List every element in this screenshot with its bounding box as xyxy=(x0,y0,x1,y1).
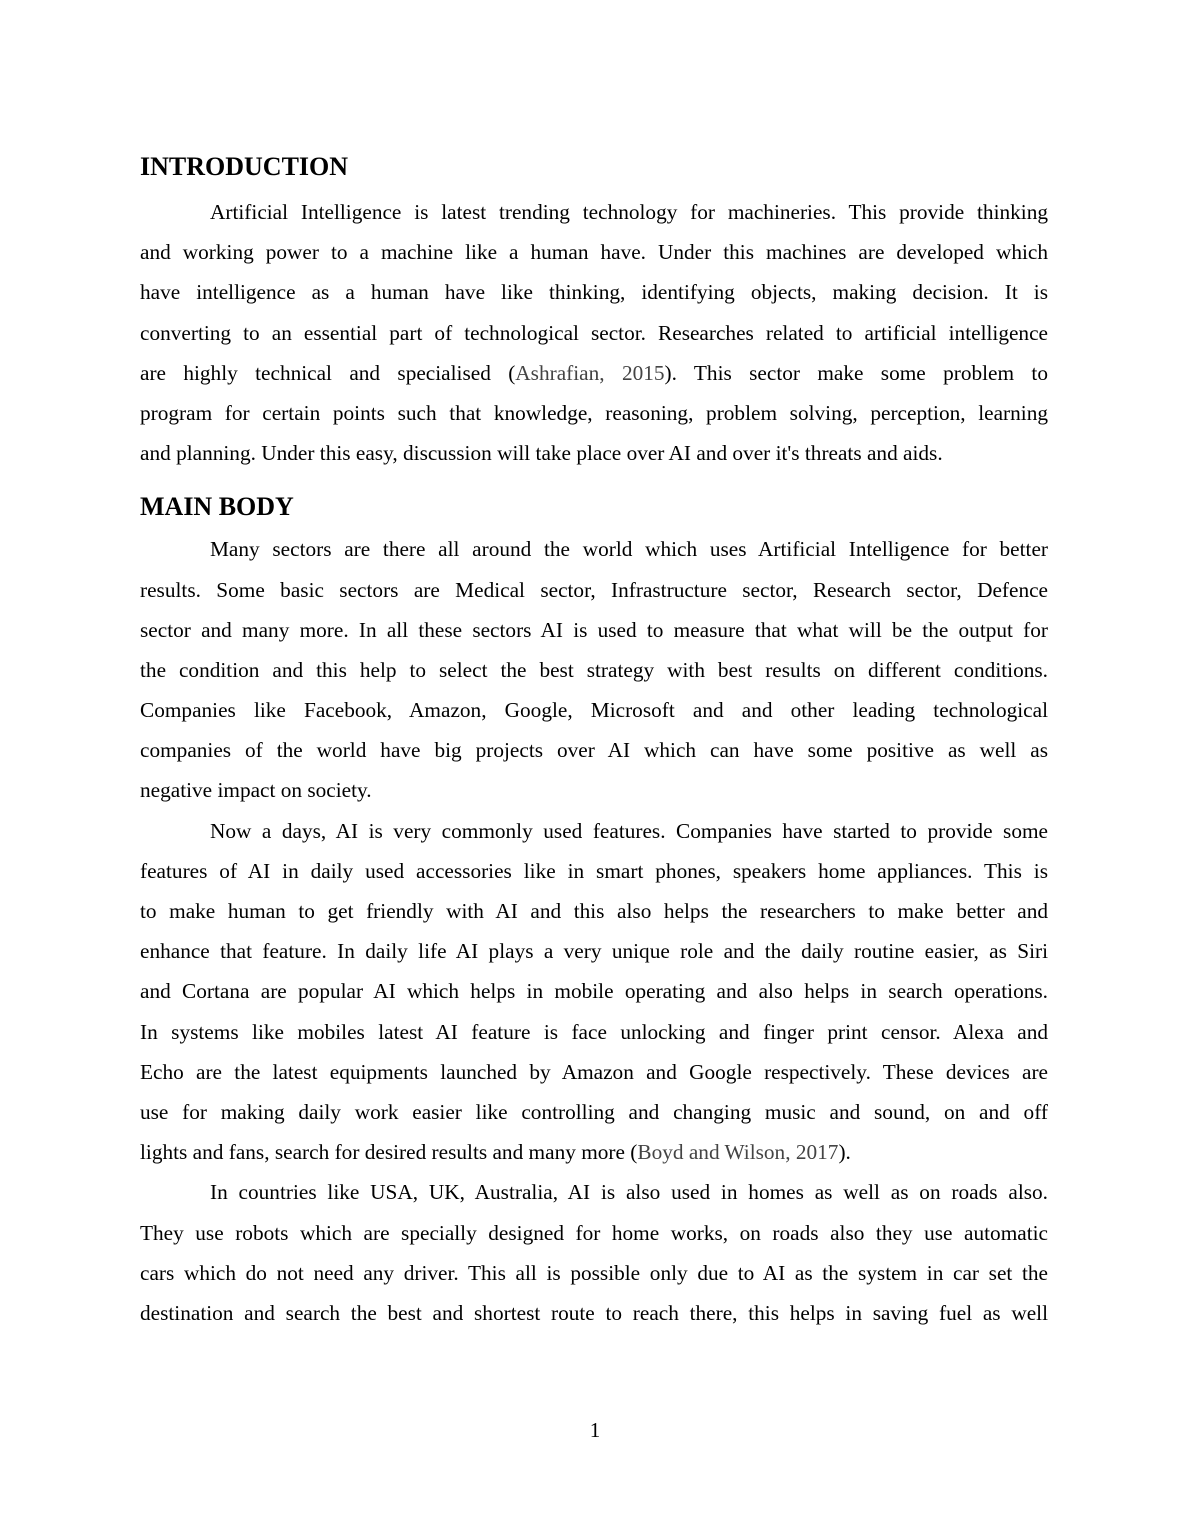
text-line: use for making daily work easier like controlling and changing music and sound, on and off xyxy=(140,1099,1048,1124)
text-line: features of AI in daily used accessories like in smart phones, speakers home appliances. This is xyxy=(140,858,1048,883)
text-line: program for certain points such that knowledge, reasoning, problem solving, perception, learning xyxy=(140,400,1048,425)
text-line: sector and many more. In all these sectors AI is used to measure that what will be the output for xyxy=(140,617,1048,642)
text-line: In countries like USA, UK, Australia, AI is also used in homes as well as on roads also. xyxy=(210,1180,1048,1205)
paragraph-sectors xyxy=(140,529,1048,810)
text-line: Echo are the latest equipments launched by Amazon and Google respectively. These devices are xyxy=(140,1059,1048,1084)
text-segment: are highly technical and specialised ( xyxy=(140,360,516,385)
paragraph-daily-use xyxy=(140,811,1048,1173)
heading-main-body: MAIN BODY xyxy=(140,492,294,522)
text-line: Now a days, AI is very commonly used features. Companies have started to provide some xyxy=(210,818,1048,843)
text-line xyxy=(140,1132,1048,1172)
text-line: Many sectors are there all around the world which uses Artificial Intelligence for better xyxy=(210,537,1048,562)
text-line: destination and search the best and shortest route to reach there, this helps in saving fuel as well xyxy=(140,1300,1048,1325)
text-line: Artificial Intelligence is latest trending technology for machineries. This provide thinking xyxy=(210,200,1048,224)
text-line: companies of the world have big projects over AI which can have some positive as well as xyxy=(140,738,1048,763)
text-line: and Cortana are popular AI which helps in mobile operating and also helps in search operations. xyxy=(140,979,1048,1004)
text-line xyxy=(140,353,1048,393)
citation-link[interactable]: Boyd and Wilson, 2017 xyxy=(637,1140,839,1165)
text-line: converting to an essential part of technological sector. Researches related to artificial intelligence xyxy=(140,320,1048,345)
text-segment: ). This sector make some problem to xyxy=(664,360,1048,385)
text-line: Companies like Facebook, Amazon, Google, Microsoft and and other leading technological xyxy=(140,698,1048,723)
text-line: negative impact on society. xyxy=(140,778,372,803)
text-line: enhance that feature. In daily life AI plays a very unique role and the daily routine easier, as Siri xyxy=(140,939,1048,964)
paragraph-countries xyxy=(140,1172,1048,1333)
citation-link[interactable]: Ashrafian, 2015 xyxy=(515,360,665,385)
heading-introduction: INTRODUCTION xyxy=(140,152,349,181)
document-body xyxy=(140,145,1048,1333)
text-line: They use robots which are specially designed for home works, on roads also they use automatic xyxy=(140,1220,1048,1245)
text-line: to make human to get friendly with AI and this also helps the researchers to make better and xyxy=(140,899,1048,923)
text-line: and planning. Under this easy, discussion will take place over AI and over it's threats and aids. xyxy=(140,441,943,466)
text-segment: ). xyxy=(838,1140,851,1165)
text-line: In systems like mobiles latest AI feature is face unlocking and finger print censor. Alexa and xyxy=(140,1019,1048,1044)
text-line: have intelligence as a human have like thinking, identifying objects, making decision. It is xyxy=(140,280,1048,305)
text-line: and working power to a machine like a human have. Under this machines are developed which xyxy=(140,240,1048,265)
text-segment: lights and fans, search for desired results and many more ( xyxy=(140,1140,638,1165)
text-line: cars which do not need any driver. This all is possible only due to AI as the system in car set the xyxy=(140,1260,1048,1285)
paragraph-introduction xyxy=(140,192,1048,473)
page-number: 1 xyxy=(589,1418,601,1442)
text-line: results. Some basic sectors are Medical sector, Infrastructure sector, Research sector, Defence xyxy=(140,577,1048,602)
text-line: the condition and this help to select the best strategy with best results on different conditions. xyxy=(140,657,1048,682)
